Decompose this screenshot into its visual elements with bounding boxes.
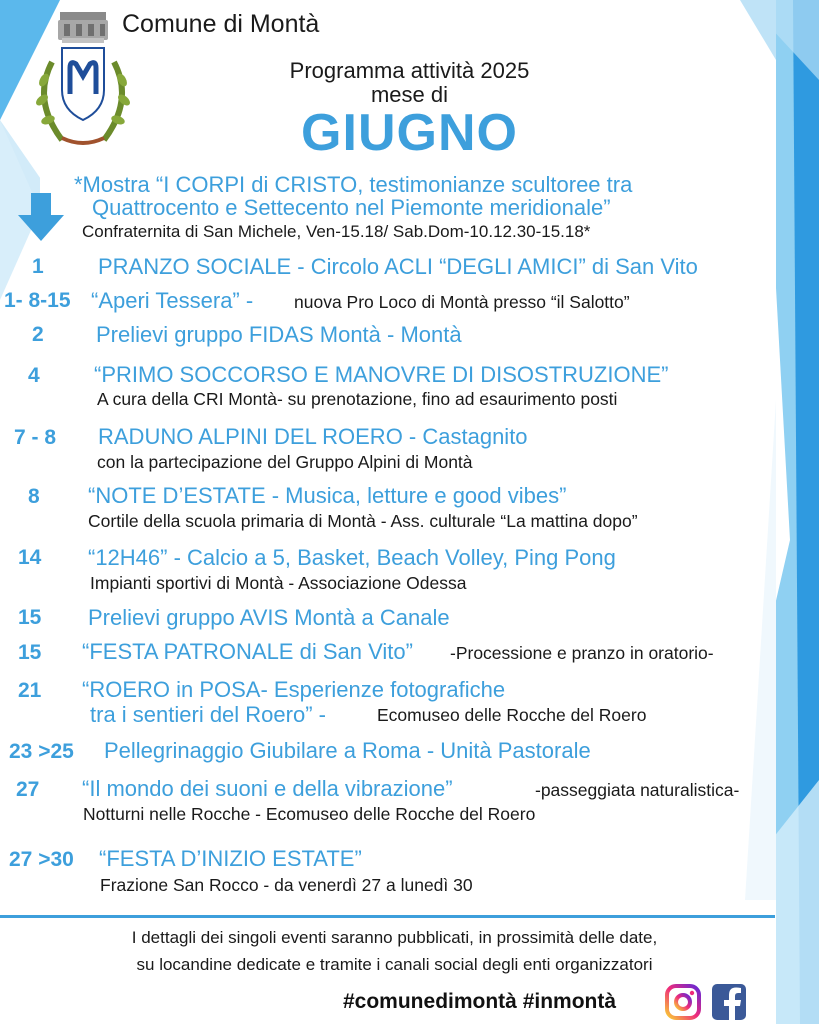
- event-date: 27: [16, 778, 40, 801]
- event-detail: Cortile della scuola primaria di Montà - Ass. culturale “La mattina dopo”: [88, 511, 638, 531]
- event-detail: -passeggiata naturalistica-: [535, 780, 740, 800]
- event-title: PRANZO SOCIALE - Circolo ACLI “DEGLI AMICI” di San Vito: [98, 254, 698, 279]
- facebook-icon[interactable]: [712, 984, 746, 1020]
- arrow-down-icon: [18, 193, 64, 241]
- month-title: GIUGNO: [301, 104, 518, 162]
- program-title: Programma attività 2025: [289, 58, 530, 83]
- event-title: RADUNO ALPINI DEL ROERO - Castagnito: [98, 424, 528, 449]
- exhibition-line-3: Confraternita di San Michele, Ven-15.18/ Sab.Dom-10.12.30-15.18*: [82, 222, 591, 241]
- event-title: “Il mondo dei suoni e della vibrazione”: [82, 776, 453, 801]
- event-detail: Ecomuseo delle Rocche del Roero: [377, 705, 647, 725]
- event-date: 15: [18, 606, 42, 629]
- event-title-line-2: tra i sentieri del Roero” -: [90, 702, 326, 727]
- event-date: 15: [18, 641, 42, 664]
- event-detail: A cura della CRI Montà- su prenotazione, fino ad esaurimento posti: [97, 389, 618, 409]
- event-title: “NOTE D’ESTATE - Musica, letture e good vibes”: [88, 483, 567, 508]
- event-date: 7 - 8: [14, 426, 57, 449]
- event-date: 8: [28, 485, 40, 508]
- event-title: “PRIMO SOCCORSO E MANOVRE DI DISOSTRUZIONE”: [94, 362, 669, 387]
- event-detail-line-2: Notturni nelle Rocche - Ecomuseo delle Rocche del Roero: [83, 804, 536, 824]
- event-title: “12H46” - Calcio a 5, Basket, Beach Volley, Ping Pong: [88, 545, 616, 570]
- instagram-icon[interactable]: [665, 984, 701, 1020]
- event-title: “Aperi Tessera” -: [91, 288, 254, 313]
- footer-divider: [0, 915, 775, 918]
- event-date: 14: [18, 546, 42, 569]
- event-title: Pellegrinaggio Giubilare a Roma - Unità Pastorale: [104, 738, 591, 763]
- exhibition-line-2: Quattrocento e Settecento nel Piemonte meridionale”: [92, 195, 611, 220]
- municipality-name: Comune di Montà: [122, 10, 320, 38]
- footer-note-line-2: su locandine dedicate e tramite i canali social degli enti organizzatori: [136, 955, 653, 974]
- event-date: 23 >25: [9, 740, 74, 763]
- event-date: 1- 8-15: [4, 289, 71, 312]
- event-detail: Impianti sportivi di Montà - Associazione Odessa: [90, 573, 467, 593]
- event-date: 4: [28, 364, 40, 387]
- event-date: 27 >30: [9, 848, 74, 871]
- event-date: 2: [32, 323, 44, 346]
- month-prefix: mese di: [370, 82, 449, 107]
- event-detail: Frazione San Rocco - da venerdì 27 a lunedì 30: [100, 875, 473, 895]
- event-title: Prelievi gruppo FIDAS Montà - Montà: [96, 322, 462, 347]
- event-title: “ROERO in POSA- Esperienze fotografiche: [82, 677, 506, 702]
- event-detail: -Processione e pranzo in oratorio-: [450, 643, 714, 663]
- exhibition-line-1: *Mostra “I CORPI di CRISTO, testimonianze scultoree tra: [74, 172, 633, 197]
- event-detail: nuova Pro Loco di Montà presso “il Salotto”: [294, 292, 630, 312]
- event-title: “FESTA PATRONALE di San Vito”: [82, 639, 413, 664]
- event-title: Prelievi gruppo AVIS Montà a Canale: [88, 605, 450, 630]
- event-date: 21: [18, 679, 42, 702]
- footer-note-line-1: I dettagli dei singoli eventi saranno pubblicati, in prossimità delle date,: [131, 928, 658, 947]
- event-title: “FESTA D’INIZIO ESTATE”: [99, 846, 362, 871]
- event-date: 1: [32, 255, 44, 278]
- hashtags: #comunedimontà #inmontà: [343, 990, 617, 1013]
- event-detail: con la partecipazione del Gruppo Alpini di Montà: [97, 452, 473, 472]
